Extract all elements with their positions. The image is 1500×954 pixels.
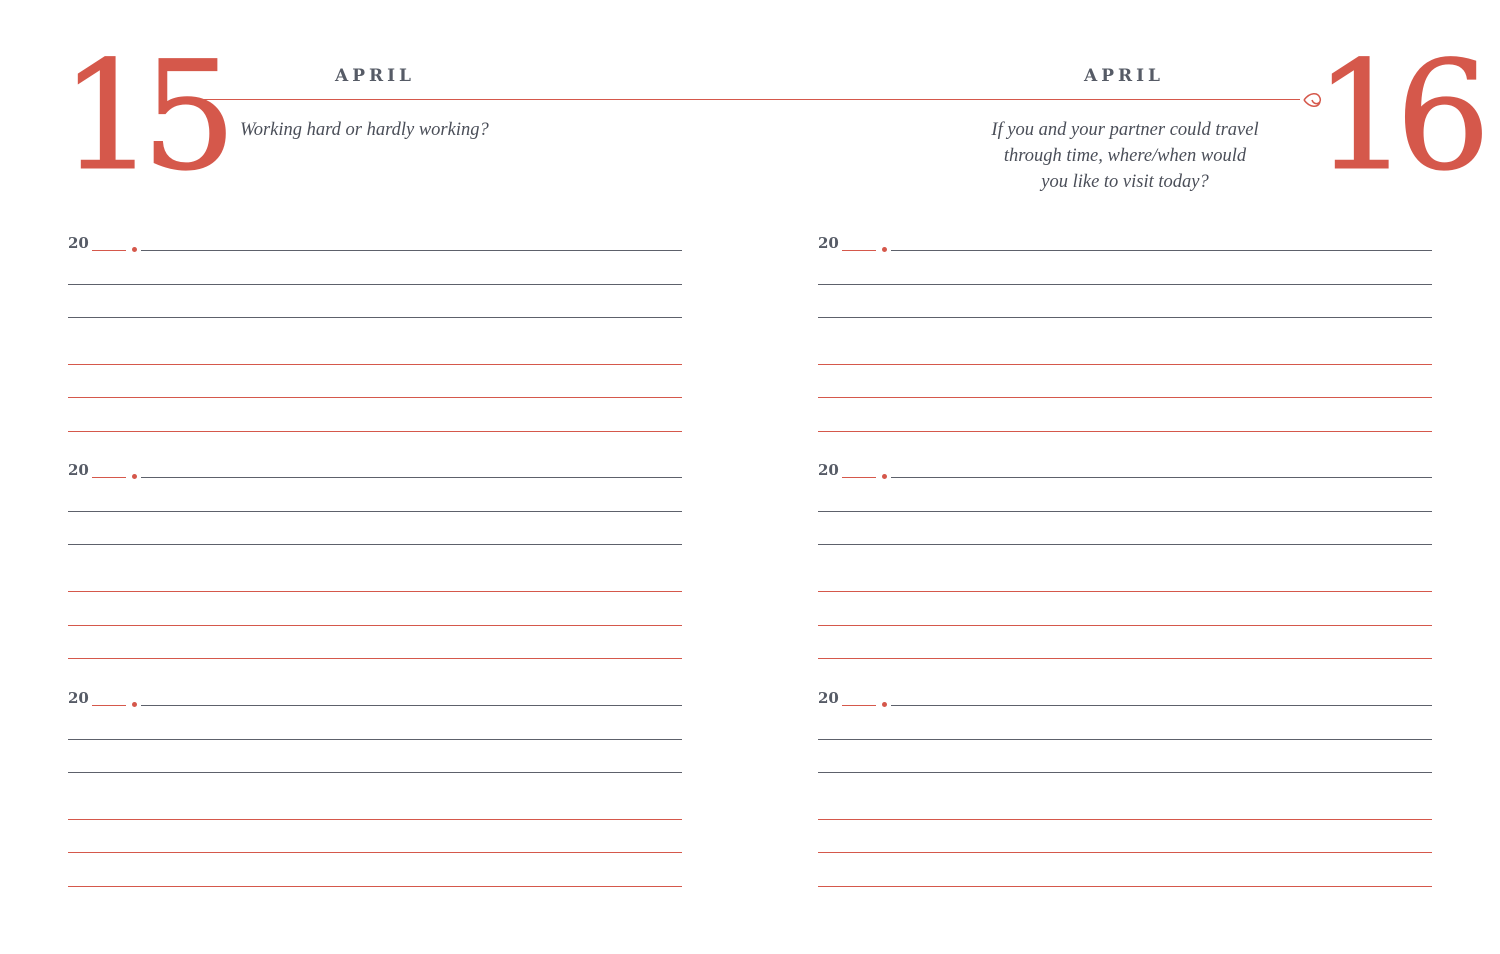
year-row — [818, 689, 1432, 709]
prompt-line: If you and your partner could travel — [991, 120, 1259, 140]
year-row — [68, 689, 682, 709]
prompt-line: you like to visit today? — [1041, 172, 1209, 192]
month-label-right: APRIL — [1084, 66, 1165, 86]
year-prefix: 20 — [68, 461, 89, 479]
entry-block — [68, 689, 682, 909]
writing-line[interactable] — [68, 397, 682, 398]
writing-line[interactable] — [68, 591, 682, 592]
writing-line[interactable] — [68, 819, 682, 820]
bullet-dot — [132, 702, 137, 707]
writing-line[interactable] — [818, 364, 1432, 365]
writing-line[interactable] — [818, 397, 1432, 398]
entry-block — [818, 461, 1432, 681]
writing-line[interactable] — [68, 364, 682, 365]
writing-line[interactable] — [818, 739, 1432, 740]
writing-line[interactable] — [68, 431, 682, 432]
year-row — [818, 234, 1432, 254]
bullet-dot — [882, 474, 887, 479]
entry-block — [818, 234, 1432, 454]
writing-line[interactable] — [68, 284, 682, 285]
entry-block — [68, 234, 682, 454]
year-blank-field[interactable] — [842, 477, 876, 478]
year-prefix: 20 — [818, 689, 839, 707]
writing-line[interactable] — [818, 591, 1432, 592]
year-row — [818, 461, 1432, 481]
writing-line[interactable] — [818, 658, 1432, 659]
writing-line[interactable] — [818, 852, 1432, 853]
year-blank-field[interactable] — [92, 705, 126, 706]
daily-prompt-left: Working hard or hardly working? — [240, 120, 489, 140]
bullet-dot — [132, 247, 137, 252]
bullet-dot — [882, 247, 887, 252]
writing-line[interactable] — [68, 658, 682, 659]
writing-line[interactable] — [818, 511, 1432, 512]
writing-line[interactable] — [68, 886, 682, 887]
writing-line[interactable] — [891, 250, 1432, 251]
writing-line[interactable] — [818, 886, 1432, 887]
writing-line[interactable] — [68, 511, 682, 512]
writing-line[interactable] — [68, 739, 682, 740]
writing-line[interactable] — [141, 477, 682, 478]
writing-line[interactable] — [68, 544, 682, 545]
entry-block — [818, 689, 1432, 909]
year-prefix: 20 — [68, 234, 89, 252]
bullet-dot — [882, 702, 887, 707]
year-prefix: 20 — [818, 234, 839, 252]
entry-column-left — [68, 0, 682, 954]
year-prefix: 20 — [68, 689, 89, 707]
writing-line[interactable] — [141, 705, 682, 706]
year-blank-field[interactable] — [92, 477, 126, 478]
writing-line[interactable] — [818, 431, 1432, 432]
writing-line[interactable] — [818, 819, 1432, 820]
writing-line[interactable] — [818, 284, 1432, 285]
writing-line[interactable] — [141, 250, 682, 251]
writing-line[interactable] — [891, 477, 1432, 478]
year-blank-field[interactable] — [842, 250, 876, 251]
year-row — [68, 461, 682, 481]
writing-line[interactable] — [818, 625, 1432, 626]
entry-column-right — [818, 0, 1432, 954]
day-number-right-text: 16 — [1314, 30, 1477, 204]
writing-line[interactable] — [68, 772, 682, 773]
year-blank-field[interactable] — [842, 705, 876, 706]
year-prefix: 20 — [818, 461, 839, 479]
writing-line[interactable] — [68, 625, 682, 626]
writing-line[interactable] — [818, 317, 1432, 318]
writing-line[interactable] — [68, 852, 682, 853]
prompt-line: through time, where/when would — [1003, 146, 1247, 166]
bullet-dot — [132, 474, 137, 479]
writing-line[interactable] — [68, 317, 682, 318]
writing-line[interactable] — [818, 772, 1432, 773]
year-blank-field[interactable] — [92, 250, 126, 251]
day-number-left-text: 15 — [60, 30, 223, 204]
writing-line[interactable] — [818, 544, 1432, 545]
writing-line[interactable] — [891, 705, 1432, 706]
entry-block — [68, 461, 682, 681]
month-label-left: APRIL — [335, 66, 416, 86]
year-row — [68, 234, 682, 254]
